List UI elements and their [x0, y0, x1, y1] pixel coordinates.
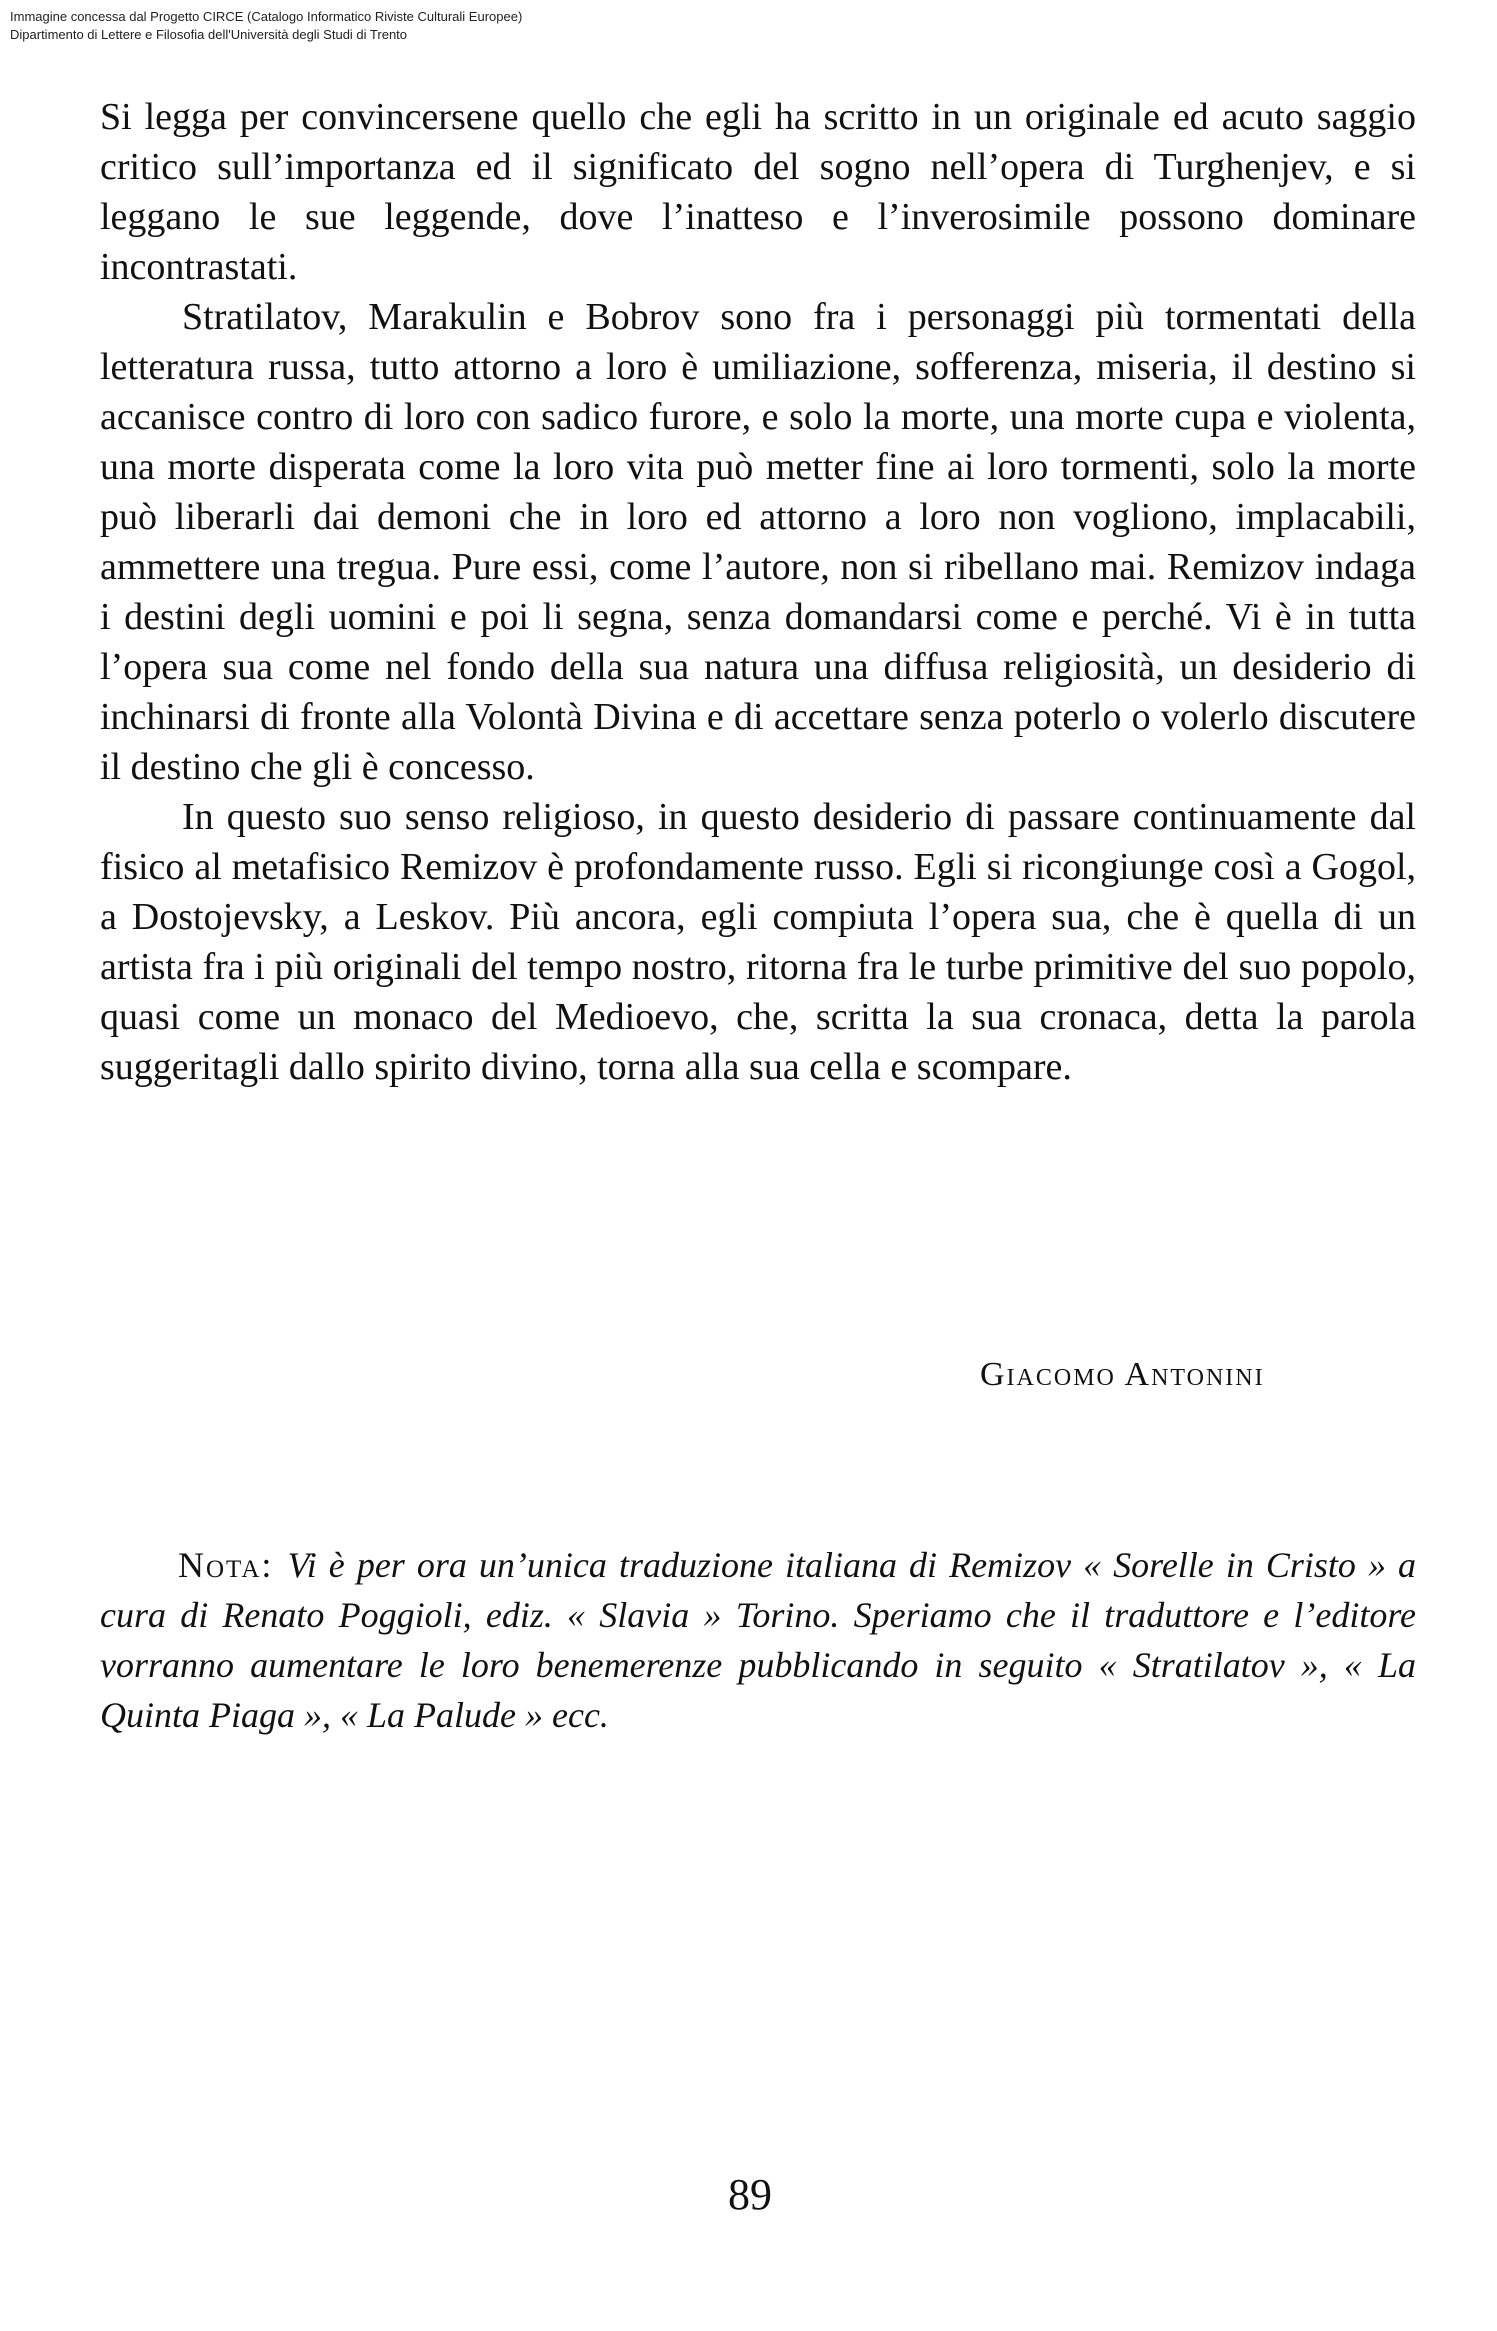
paragraph-3: In questo suo senso religioso, in questo desiderio di passare continuamente dal fisico al metafisico Remizov è profondamente russo. Egli si ricongiunge così a Gogol, a Dostojevsky, a Leskov. Più ancora, egli compiuta l’opera sua, che è quella di un artista fra i più originali del tempo nostro, ritorna fra le turbe primitive del suo popolo, quasi come un monaco del Medioevo, che, scritta la sua cronaca, detta la parola suggeritagli dallo spirito divino, torna alla sua cella e scompare. — [100, 796, 1416, 1088]
note-label: Nota: — [178, 1545, 288, 1585]
author-signature: Giacomo Antonini — [980, 1356, 1265, 1393]
paragraph-1: Si legga per convincersene quello che egli ha scritto in un originale ed acuto saggio critico sull’importanza ed il significato del sogno nell’opera di Turghenjev, e si leggano le sue leggende, dove l’inatteso e l’inverosimile possono dominare incontrastati. — [100, 96, 1416, 288]
page-number: 89 — [728, 2170, 772, 2219]
note-text: Vi è per ora un’unica traduzione italiana di Remizov « Sorelle in Cristo » a cura di Renato Poggioli, ediz. « Slavia » Torino. Speriamo che il traduttore e l’editore vorranno aumentare le loro benemerenze pubblicando in seguito « Stratilatov », « La Quinta Piaga », « La Palude » ecc. — [100, 1545, 1416, 1735]
article-body — [100, 92, 1416, 1092]
archive-credit-line-2: Dipartimento di Lettere e Filosofia dell'Università degli Studi di Trento — [10, 27, 408, 42]
translation-note — [100, 1540, 1416, 1740]
archive-credit-line-1: Immagine concessa dal Progetto CIRCE (Catalogo Informatico Riviste Culturali Europee) — [10, 9, 523, 24]
paragraph-2: Stratilatov, Marakulin e Bobrov sono fra i personaggi più tormentati della letteratura russa, tutto attorno a loro è umiliazione, sofferenza, miseria, il destino si accanisce contro di loro con sadico furore, e solo la morte, una morte cupa e violenta, una morte disperata come la loro vita può metter fine ai loro tormenti, solo la morte può liberarli dai demoni che in loro ed attorno a loro non vogliono, implacabili, ammettere una tregua. Pure essi, come l’autore, non si ribellano mai. Remizov indaga i destini degli uomini e poi li segna, senza domandarsi come e perché. Vi è in tutta l’opera sua come nel fondo della sua natura una diffusa religiosità, un desiderio di inchinarsi di fronte alla Volontà Divina e di accettare senza poterlo o volerlo discutere il destino che gli è concesso. — [100, 296, 1416, 788]
archive-credit-header — [10, 8, 910, 44]
